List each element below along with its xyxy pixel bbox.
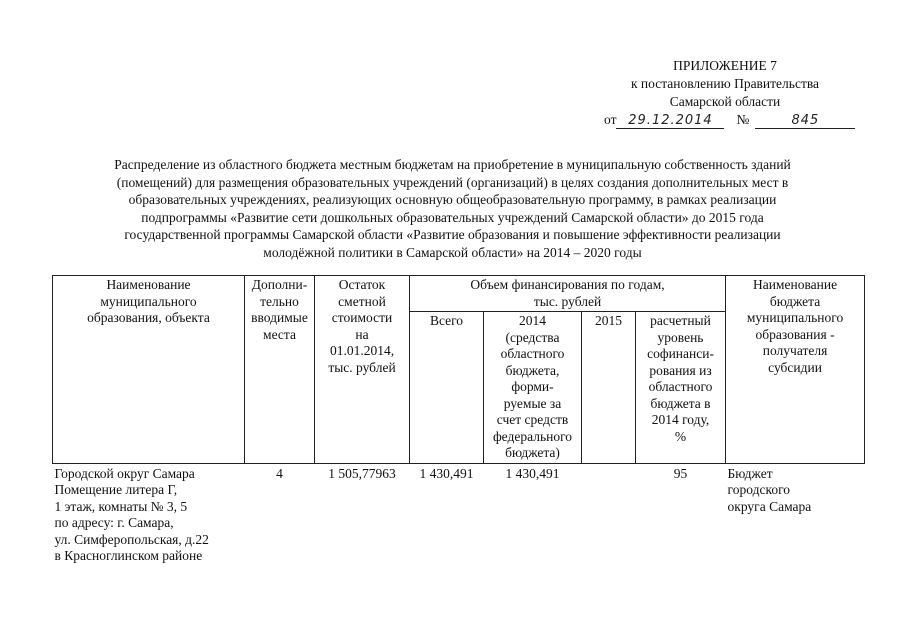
header-text: вводимые — [251, 310, 308, 325]
appendix-title: ПРИЛОЖЕНИЕ 7 — [673, 58, 777, 73]
cell-places: 4 — [276, 465, 283, 481]
header-name — [53, 276, 245, 464]
title-line: государственной программы Самарской области «Развитие образования и повышение эффективности реализации — [124, 227, 781, 242]
header-text: бюджета в — [650, 395, 711, 411]
cell-text: округа Самара — [727, 498, 812, 514]
header-text: образования - — [755, 326, 835, 342]
number-sign: № — [736, 112, 750, 127]
header-text: руемые за — [503, 395, 562, 411]
header-text: на — [355, 326, 369, 342]
header-recipient — [726, 276, 865, 464]
cell-text: Городской округ Самара — [54, 465, 195, 481]
header-text: получателя — [762, 343, 828, 358]
header-text: муниципального — [746, 310, 844, 325]
header-places — [245, 276, 315, 464]
document-title — [55, 156, 850, 261]
header-text: бюджета) — [505, 445, 560, 460]
header-text: федерального — [492, 428, 573, 444]
cell-text: городского — [727, 482, 791, 497]
header-text: Наименование — [106, 277, 191, 292]
header-text: % — [674, 428, 687, 444]
header-text: образования, объекта — [87, 310, 210, 325]
cell-2015 — [582, 463, 636, 567]
handwritten-date: 29.12.2014 — [616, 113, 724, 129]
header-text: уровень — [657, 329, 704, 345]
title-line: молодёжной политики в Самарской области» на 2014 – 2020 годы — [263, 244, 642, 260]
handwritten-number: 845 — [755, 113, 855, 129]
appendix-block — [590, 57, 860, 129]
cell-recipient — [726, 463, 865, 567]
header-text: стоимости — [331, 310, 393, 325]
header-text: софинанси- — [647, 346, 714, 361]
header-text: (средства — [505, 329, 560, 345]
header-text: областного — [500, 346, 565, 361]
title-line: (помещений) для размещения образовательных учреждений (организаций) в целях создания дополнительных мест в — [116, 174, 789, 190]
appendix-resolution: к постановлению Правительства — [630, 76, 820, 91]
cell-2014: 1 430,491 — [505, 465, 560, 481]
title-line: Распределение из областного бюджета местным бюджетам на приобретение в муниципальную собственность зданий — [114, 157, 791, 172]
cell-text: Бюджет — [727, 465, 773, 481]
header-text: места — [263, 326, 296, 342]
header-text: расчетный — [650, 313, 711, 328]
from-label: от — [604, 112, 617, 127]
cell-text: 1 этаж, комнаты № 3, 5 — [54, 498, 188, 514]
header-text: тельно — [260, 293, 299, 309]
header-text: тыс. рублей — [533, 293, 602, 309]
header-text: муниципального — [100, 293, 197, 309]
header-text: рования из — [649, 362, 712, 378]
header-text: субсидии — [768, 359, 822, 375]
title-line: подпрограммы «Развитие сети дошкольных образовательных учреждений Самарской области» до 2015 года — [141, 209, 764, 225]
cell-text: ул. Симферопольская, д.22 — [54, 531, 209, 547]
cell-remainder: 1 505,77963 — [328, 465, 396, 481]
header-funding — [410, 276, 726, 312]
header-text: счет средств — [496, 412, 569, 427]
cell-total: 1 430,491 — [419, 465, 474, 481]
header-total — [410, 312, 484, 464]
appendix-date-number — [590, 111, 860, 129]
cell-text: по адресу: г. Самара, — [54, 515, 174, 530]
header-text: бюджета, — [505, 362, 560, 378]
cell-text: Помещение литера Г, — [54, 482, 178, 497]
header-text: Объем финансирования по годам, — [470, 277, 665, 292]
header-text: 2015 — [595, 313, 622, 328]
header-2015 — [582, 312, 636, 464]
appendix-region: Самарской области — [669, 94, 781, 109]
header-text: бюджета — [769, 293, 821, 309]
title-line: образовательных учреждениях, реализующих основную общеобразовательную программу, в рамках реализации — [128, 192, 777, 207]
header-text: Наименование — [752, 277, 838, 292]
header-text: 2014 — [519, 313, 546, 328]
header-text: Дополни- — [251, 277, 308, 292]
header-text: 01.01.2014, — [329, 343, 395, 358]
header-text: областного — [648, 379, 713, 394]
header-text: 2014 году, — [651, 412, 710, 427]
header-2014 — [484, 312, 582, 464]
funding-table — [52, 275, 865, 567]
header-level — [636, 312, 726, 464]
header-text: тыс. рублей — [328, 359, 396, 375]
header-remainder — [315, 276, 410, 464]
cell-object-name — [53, 463, 245, 567]
header-text: Остаток — [338, 277, 386, 292]
header-text: форми- — [511, 379, 554, 394]
header-text: Всего — [429, 313, 464, 328]
header-text: сметной — [338, 293, 386, 309]
cell-text: в Красноглинском районе — [54, 548, 203, 563]
table-row — [53, 463, 865, 567]
cell-level: 95 — [673, 465, 688, 481]
header-row-1 — [53, 276, 865, 312]
